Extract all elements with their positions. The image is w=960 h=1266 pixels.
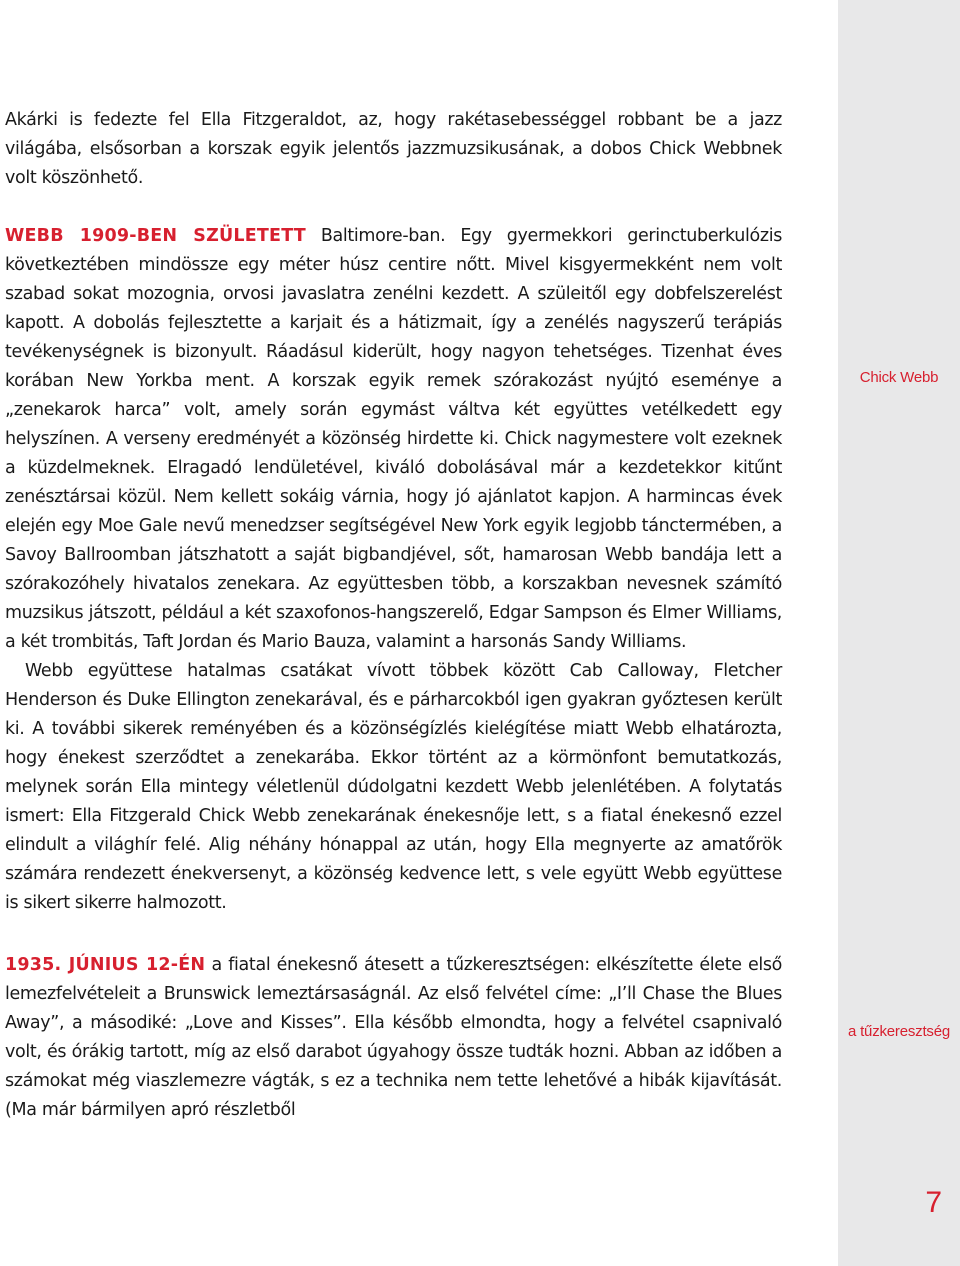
margin-note-chick-webb: Chick Webb bbox=[859, 369, 939, 386]
body-text bbox=[5, 106, 782, 1125]
paragraph-webb-birth bbox=[5, 222, 782, 657]
lead-in-1935: 1935. JÚNIUS 12-ÉN bbox=[5, 955, 206, 975]
margin-sidebar bbox=[838, 0, 960, 1266]
paragraph-intro: Akárki is fedezte fel Ella Fitzgeraldot, az, hogy rakétasebességgel robbant be a jazz világába, elsősorban a korszak egyik jelentős jazzmuzsikusának, a dobos Chick Webbnek volt köszönhető. bbox=[5, 110, 782, 188]
paragraph-webb-band: Webb együttese hatalmas csatákat vívott többek között Cab Calloway, Fletcher Henderson és Duke Ellington zenekarával, és e párharcokból igen gyakran győztesen került ki. A további sikerek reményében és a közönségízlés kielégítése miatt Webb elhatározta, hogy énekest szerződtet a zenekarába. Ekkor történt az a körmönfont bemutatkozás, melynek során Ella mintegy véletlenül dúdolgatni kezdett Webb jelenlétében. A folytatás ismert: Ella Fitzgerald Chick Webb zenekarának énekesnője lett, s a fiatal énekesnő ezzel elindult a világhír felé. Alig néhány hónappal az után, hogy Ella megnyerte az amatőrök számára rendezett énekversenyt, a közönség kedvence lett, s vele együtt Webb együttese is sikert sikerre halmozott. bbox=[5, 661, 782, 913]
paragraph-webb-birth-text: Baltimore-ban. Egy gyermekkori gerinctuberkulózis következtében mindössze egy méter húsz centire nőtt. Mivel kisgyermekként nem volt szabad sokat mozognia, orvosi javaslatra zenélni kezdett. A szüleitől egy dobfelszerelést kapott. A dobolás fejlesztette a karjait és a hátizmait, így a zenélés nagyszerű terápiás tevékenységnek is bizonyult. Ráadásul kiderült, hogy nagyon tehetséges. Tizenhat éves korában New Yorkba ment. A korszak egyik remek szórakozást nyújtó eseménye a „zenekarok harca” volt, amely során egymást váltva két együttes vetélkedett egy helyszínen. A verseny eredményét a közönség hirdette ki. Chick nagymestere volt ezeknek a küzdelmeknek. Elragadó lendületével, kiváló dobolásával már a kezdetekkor kitűnt zenésztársai közül. Nem kellett sokáig várnia, hogy jó ajánlatot kapjon. A harmincas évek elején egy Moe Gale nevű menedzser segítségével New York egyik legjobb tánctermében, a Savoy Ballroomban játszhatott a saját bigbandjével, sőt, hamarosan Webb bandája lett a szórakozóhely hivatalos zenekara. Az együttesben több, a korszakban nevesnek számító muzsikus játszott, például a két szaxofonos-hangszerelő, Edgar Sampson és Elmer Williams, a két trombitás, Taft Jordan és Mario Bauza, valamint a harsonás Sandy Williams. bbox=[5, 226, 782, 652]
paragraph-1935-text: a fiatal énekesnő átesett a tűzkeresztségen: elkészítette élete első lemezfelvételeit a Brunswick lemeztársaságnál. Az első felvétel címe: „I’ll Chase the Blues Away”, a másodiké: „Love and Kisses”. Ella később elmondta, hogy a felvétel csapnivaló volt, és órákig tartott, míg az első darabot úgyahogy össze tudták hozni. Abban az időben a számokat még viaszlemezre vágták, s ez a technika nem tette lehetővé a hibák kijavítását. (Ma már bármilyen apró részletből bbox=[5, 955, 782, 1120]
paragraph-1935 bbox=[5, 951, 782, 1125]
margin-note-tuzkeresztseg: a tűzkeresztség bbox=[847, 1023, 951, 1040]
page-number: 7 bbox=[925, 1186, 942, 1219]
lead-in-webb: WEBB 1909-BEN SZÜLETETT bbox=[5, 226, 306, 246]
